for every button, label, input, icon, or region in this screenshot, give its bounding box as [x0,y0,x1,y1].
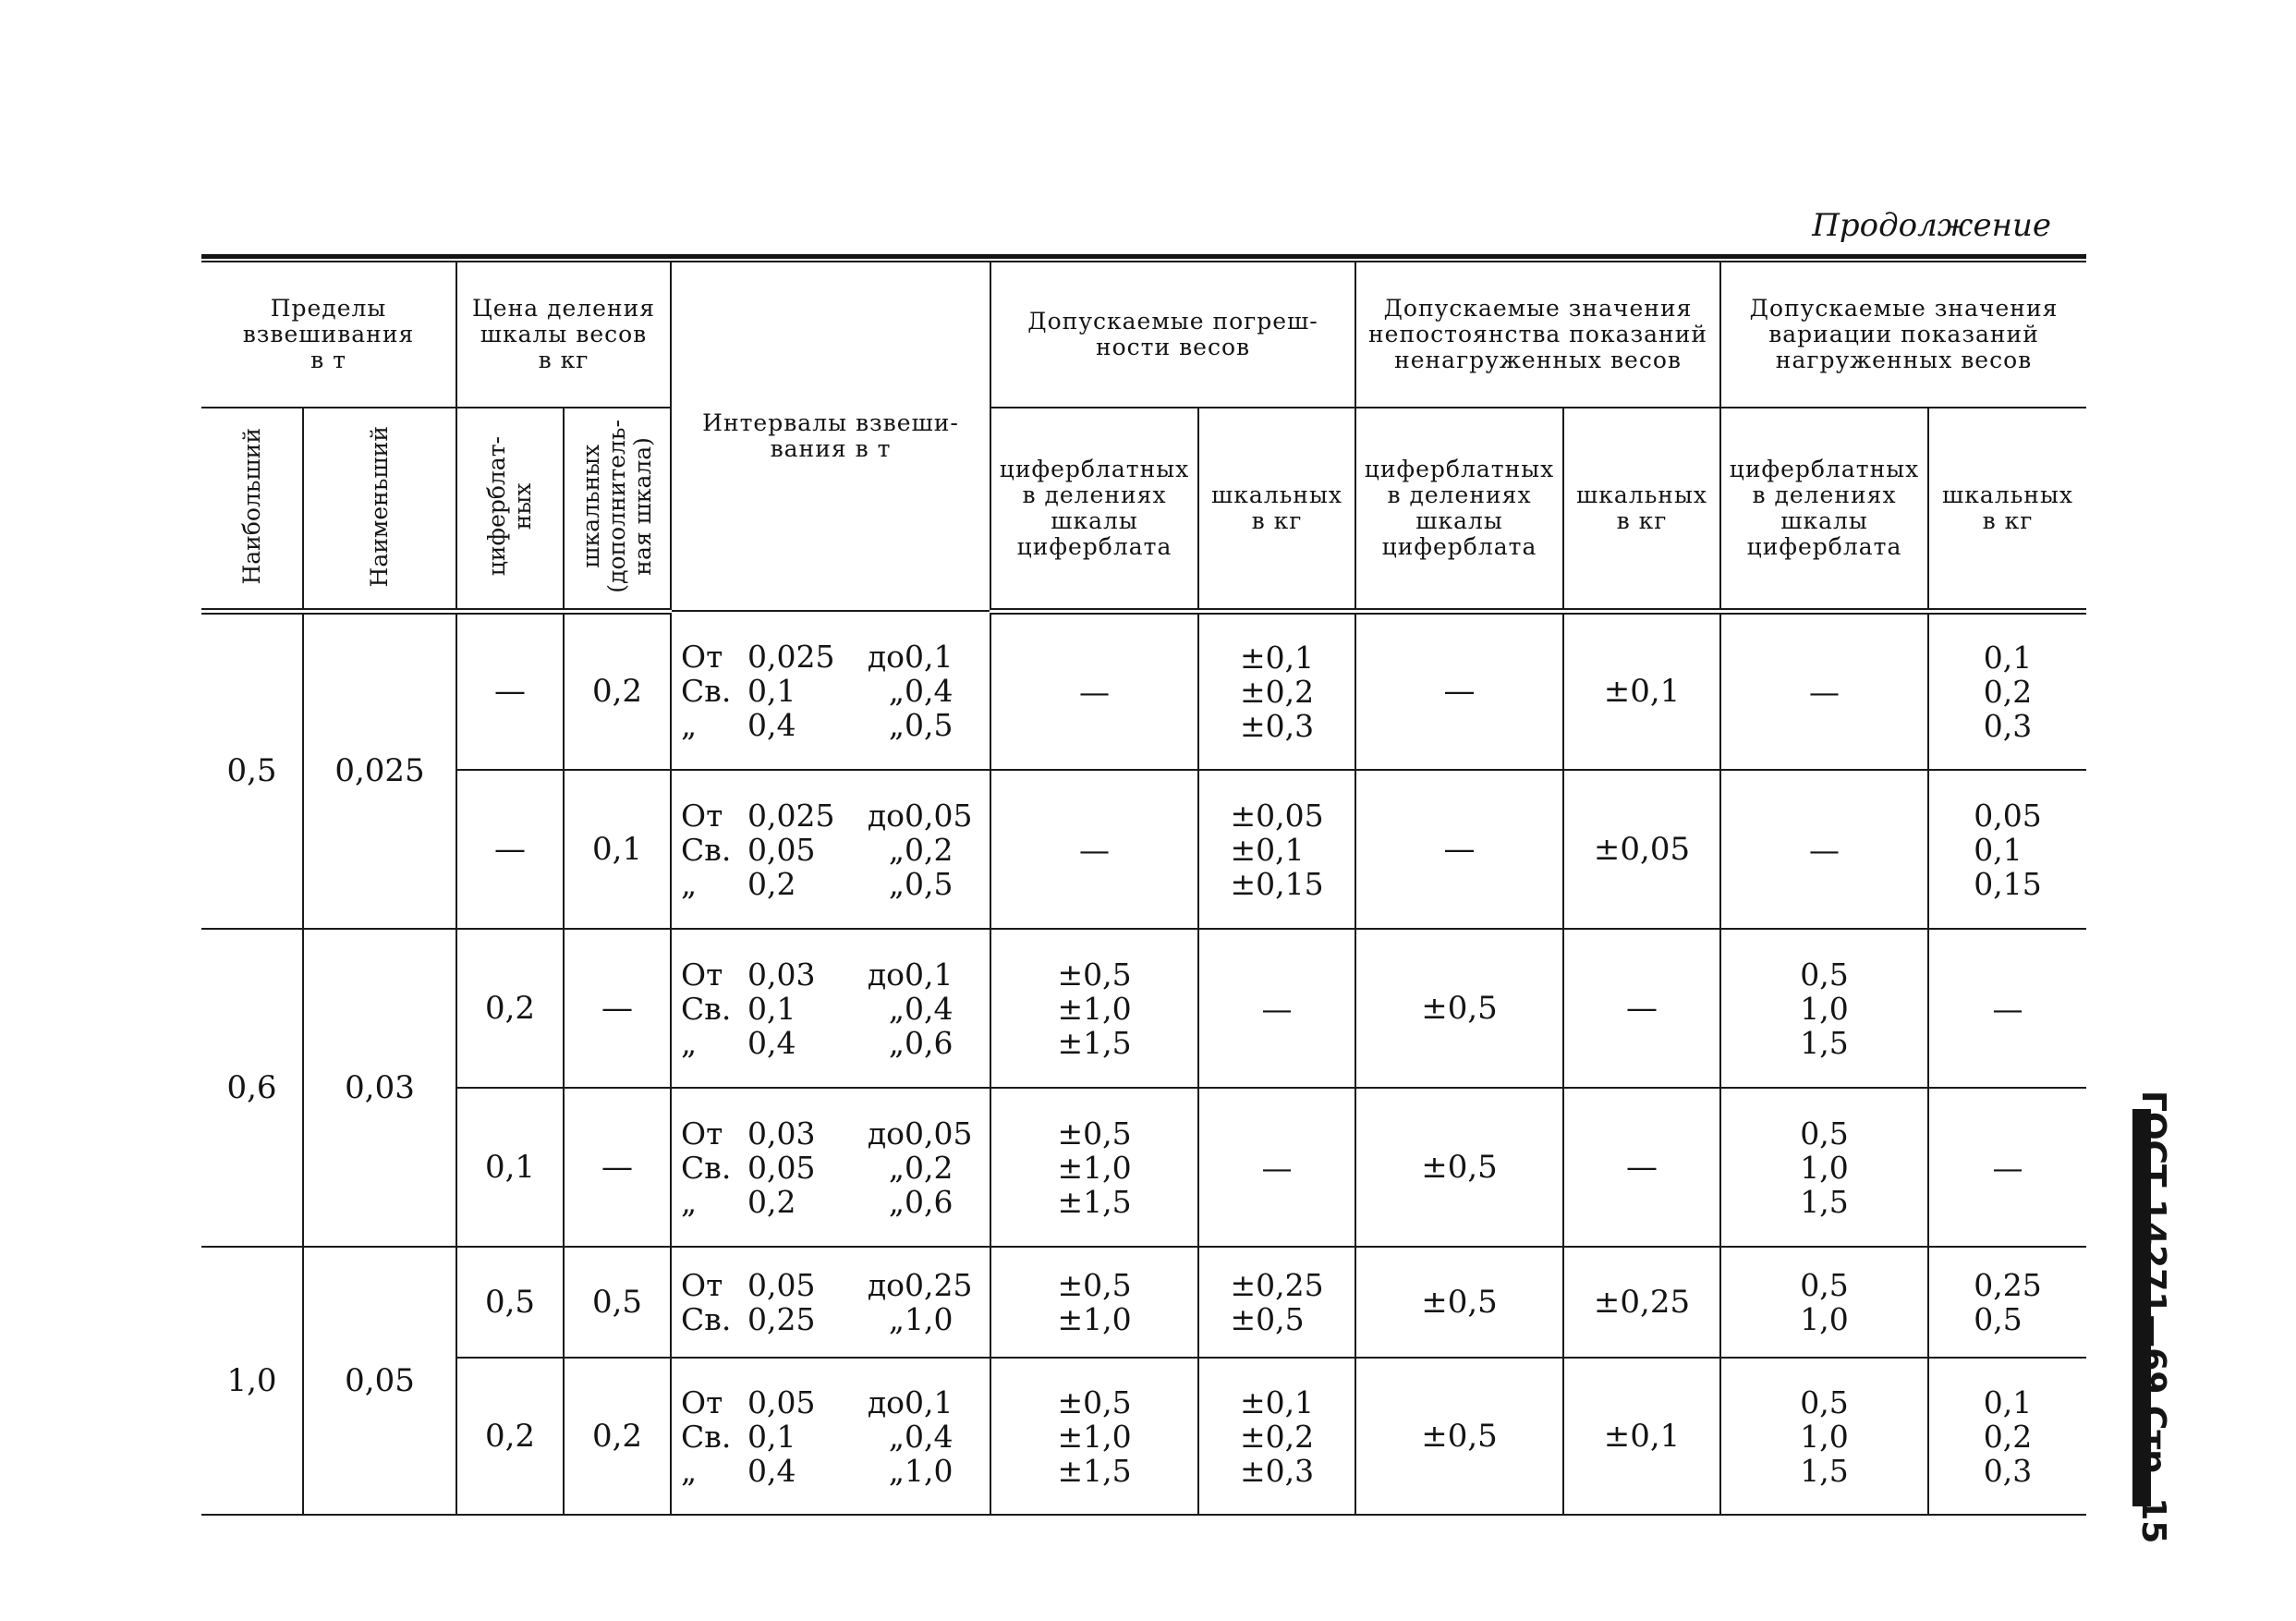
intervals-cell [671,770,990,929]
header-errors-scale: шкальных в кг [1198,408,1355,611]
interval-token: 0,4 [747,1452,796,1489]
interval-token: 0,6 [905,1183,954,1220]
tolerance-table [201,261,2086,1516]
interval-token: „ [888,831,905,868]
interval-token: 0,4 [905,672,954,709]
table-row [201,770,2086,929]
interval-lines [681,1385,980,1488]
instability-dial-cell: — [1355,611,1563,770]
errors-scale-cell: — [1198,1088,1355,1247]
header-variation: Допускаемые значения вариации показаний нагруженных весов [1720,262,2086,408]
table-row [201,1358,2086,1515]
interval-token: до [867,797,905,834]
variation-scale-cell: 0,05 0,1 0,15 [1928,770,2086,929]
interval-token: 0,1 [905,1383,954,1420]
header-division-scale: шкальных (дополнитель- ная шкала) [564,408,671,611]
header-division-value: Цена деления шкалы весов в кг [456,262,671,408]
interval-token: Св. [681,1301,732,1337]
header-intervals: Интервалы взвеши- вания в т [671,262,990,611]
variation-dial-cell: — [1720,770,1928,929]
instability-scale-cell: ±0,05 [1563,770,1720,929]
interval-token: до [867,1383,905,1420]
instability-scale-cell: — [1563,929,1720,1088]
instability-dial-cell: ±0,5 [1355,1088,1563,1247]
division-dial-cell: 0,2 [456,1358,564,1515]
interval-token: „ [681,706,698,743]
intervals-cell [671,929,990,1088]
interval-token: до [867,638,905,675]
header-row-sub [201,408,2086,611]
interval-token: 0,1 [747,990,796,1027]
interval-token: 1,0 [905,1301,954,1337]
interval-token: Св. [681,1149,732,1186]
interval-token: 0,1 [747,1418,796,1455]
limit-max-cell: 0,6 [201,929,303,1247]
header-variation-dial: циферблатных в делениях шкалы циферблата [1720,408,1928,611]
instability-scale-cell: ±0,1 [1563,611,1720,770]
interval-token: 0,03 [747,1115,816,1152]
errors-scale-cell: ±0,05 ±0,1 ±0,15 [1198,770,1355,929]
division-scale-cell: 0,1 [564,770,671,929]
errors-dial-cell: ±0,5 ±1,0 ±1,5 [990,1358,1198,1515]
interval-token: 0,05 [747,1383,816,1420]
interval-token: 0,05 [747,831,816,868]
variation-scale-cell: 0,1 0,2 0,3 [1928,611,2086,770]
division-dial-cell: 0,5 [456,1247,564,1358]
interval-token: „ [681,1024,698,1061]
interval-token: От [681,1267,723,1303]
variation-scale-cell: — [1928,1088,2086,1247]
interval-lines [681,1116,980,1219]
header-min: Наименьший [303,408,456,611]
interval-token: до [867,956,905,993]
variation-dial-cell: 0,5 1,0 1,5 [1720,929,1928,1088]
interval-token: 0,1 [905,638,954,675]
top-rule [201,254,2086,259]
interval-token: „ [888,865,905,902]
header-variation-scale: шкальных в кг [1928,408,2086,611]
division-scale-cell: — [564,1088,671,1247]
interval-token: 0,2 [747,865,796,902]
table-row [201,1247,2086,1358]
errors-scale-cell: ±0,1 ±0,2 ±0,3 [1198,611,1355,770]
division-scale-cell: 0,2 [564,611,671,770]
division-scale-cell: 0,5 [564,1247,671,1358]
interval-token: „ [888,1149,905,1186]
variation-dial-cell: — [1720,611,1928,770]
division-dial-cell: 0,2 [456,929,564,1088]
interval-token: Св. [681,990,732,1027]
interval-token: От [681,956,723,993]
interval-token: „ [888,706,905,743]
interval-token: 0,05 [905,1115,973,1152]
table-row [201,1088,2086,1247]
interval-token: 1,0 [905,1452,954,1489]
errors-dial-cell: — [990,770,1198,929]
interval-token: „ [888,672,905,709]
instability-scale-cell: — [1563,1088,1720,1247]
interval-token: Св. [681,672,732,709]
interval-token: „ [888,1183,905,1220]
division-scale-cell: — [564,929,671,1088]
interval-token: 0,1 [747,672,796,709]
interval-lines [681,640,980,742]
interval-token: 0,025 [747,638,835,675]
interval-lines [681,957,980,1060]
interval-token: От [681,1115,723,1152]
interval-token: 0,05 [905,797,973,834]
interval-token: „ [888,1452,905,1489]
interval-token: 0,25 [905,1267,973,1303]
interval-token: до [867,1115,905,1152]
variation-scale-cell: 0,25 0,5 [1928,1247,2086,1358]
header-errors-dial: циферблатных в делениях шкалы циферблата [990,408,1198,611]
interval-token: 0,03 [747,956,816,993]
instability-dial-cell: — [1355,770,1563,929]
interval-token: до [867,1267,905,1303]
errors-dial-cell: — [990,611,1198,770]
interval-token: От [681,797,723,834]
division-dial-cell: 0,1 [456,1088,564,1247]
interval-token: 0,25 [747,1301,816,1337]
header-weighing-limits: Пределы взвешивания в т [201,262,456,408]
side-page-header: ГОСТ 14271—69 Стр. 15 [2134,1091,2172,1544]
interval-token: „ [888,1418,905,1455]
interval-token: „ [681,865,698,902]
instability-dial-cell: ±0,5 [1355,1247,1563,1358]
division-scale-cell: 0,2 [564,1358,671,1515]
intervals-cell [671,1247,990,1358]
header-instability-dial: циферблатных в делениях шкалы циферблата [1355,408,1563,611]
interval-token: Св. [681,831,732,868]
table-row [201,929,2086,1088]
division-dial-cell: — [456,770,564,929]
instability-dial-cell: ±0,5 [1355,1358,1563,1515]
header-errors: Допускаемые погреш- ности весов [990,262,1355,408]
interval-token: 0,05 [747,1149,816,1186]
instability-dial-cell: ±0,5 [1355,929,1563,1088]
intervals-cell [671,611,990,770]
continuation-label: Продолжение [1812,207,2051,244]
interval-token: 0,6 [905,1024,954,1061]
limit-min-cell: 0,03 [303,929,456,1247]
limit-max-cell: 1,0 [201,1247,303,1515]
interval-token: „ [681,1183,698,1220]
errors-scale-cell: — [1198,929,1355,1088]
intervals-cell [671,1358,990,1515]
intervals-cell [671,1088,990,1247]
header-row-groups [201,262,2086,408]
errors-dial-cell: ±0,5 ±1,0 ±1,5 [990,929,1198,1088]
variation-dial-cell: 0,5 1,0 [1720,1247,1928,1358]
interval-token: От [681,638,723,675]
interval-lines [681,1268,980,1336]
interval-token: 0,2 [747,1183,796,1220]
interval-token: 0,4 [747,1024,796,1061]
limit-min-cell: 0,05 [303,1247,456,1515]
interval-token: „ [888,990,905,1027]
errors-dial-cell: ±0,5 ±1,0 ±1,5 [990,1088,1198,1247]
variation-dial-cell: 0,5 1,0 1,5 [1720,1358,1928,1515]
interval-token: От [681,1383,723,1420]
interval-token: 0,025 [747,797,835,834]
interval-token: 0,1 [905,956,954,993]
interval-token: 0,2 [905,1149,954,1186]
limit-max-cell: 0,5 [201,611,303,929]
errors-dial-cell: ±0,5 ±1,0 [990,1247,1198,1358]
table-row [201,611,2086,770]
variation-dial-cell: 0,5 1,0 1,5 [1720,1088,1928,1247]
interval-token: „ [888,1301,905,1337]
header-instability: Допускаемые значения непостоянства показаний ненагруженных весов [1355,262,1720,408]
variation-scale-cell: 0,1 0,2 0,3 [1928,1358,2086,1515]
table-body [201,611,2086,1515]
errors-scale-cell: ±0,25 ±0,5 [1198,1247,1355,1358]
interval-token: 0,2 [905,831,954,868]
interval-token: Св. [681,1418,732,1455]
errors-scale-cell: ±0,1 ±0,2 ±0,3 [1198,1358,1355,1515]
interval-token: 0,4 [747,706,796,743]
interval-token: „ [681,1452,698,1489]
interval-token: 0,4 [905,1418,954,1455]
instability-scale-cell: ±0,25 [1563,1247,1720,1358]
variation-scale-cell: — [1928,929,2086,1088]
interval-lines [681,798,980,901]
interval-token: 0,5 [905,865,954,902]
instability-scale-cell: ±0,1 [1563,1358,1720,1515]
division-dial-cell: — [456,611,564,770]
header-instability-scale: шкальных в кг [1563,408,1720,611]
interval-token: 0,05 [747,1267,816,1303]
interval-token: 0,4 [905,990,954,1027]
limit-min-cell: 0,025 [303,611,456,929]
interval-token: 0,5 [905,706,954,743]
interval-token: „ [888,1024,905,1061]
header-division-dial: циферблат- ных [456,408,564,611]
header-max: Наибольший [201,408,303,611]
